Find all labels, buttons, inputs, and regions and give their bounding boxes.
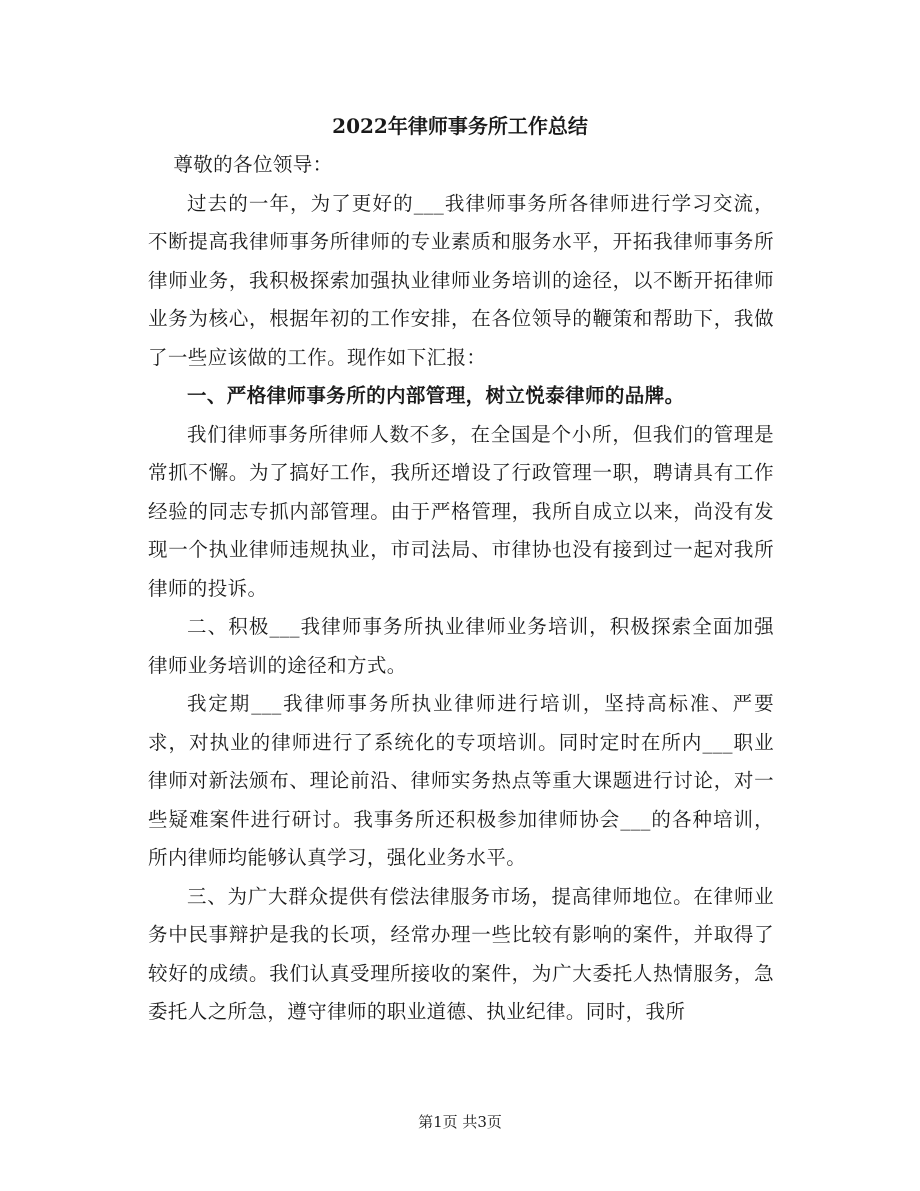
page-number: 第1页 共3页 [418,1113,502,1131]
paragraph-training: 我定期___我律师事务所执业律师进行培训，坚持高标准、严要求，对执业的律师进行了系统化的专项培训。同时定时在所内___职业律师对新法颁布、理论前沿、律师实务热点等重大课题进行讨论，对一些疑难案件进行研讨。我事务所还积极参加律师协会___的各种培训，所内律师均能够认真学习，强化业务水平。 [148,692,774,869]
document-body [148,146,774,1032]
document-title: 2022年律师事务所工作总结 [332,114,588,138]
paragraph-intro: 过去的一年，为了更好的___我律师事务所各律师进行学习交流，不断提高我律师事务所律师的专业素质和服务水平，开拓我律师事务所律师业务，我积极探索加强执业律师业务培训的途径，以不断开拓律师业务为核心，根据年初的工作安排，在各位领导的鞭策和帮助下，我做了一些应该做的工作。现作如下汇报： [148,191,774,369]
section-heading-2: 二、积极___我律师事务所执业律师业务培训，积极探索全面加强律师业务培训的途径和方式。 [148,615,774,677]
paragraph-management: 我们律师事务所律师人数不多，在全国是个小所，但我们的管理是常抓不懈。为了搞好工作，我所还增设了行政管理一职，聘请具有工作经验的同志专抓内部管理。由于严格管理，我所自成立以来，尚没有发现一个执业律师违规执业，市司法局、市律协也没有接到过一起对我所律师的投诉。 [148,422,774,600]
section-heading-3: 三、为广大群众提供有偿法律服务市场，提高律师地位。在律师业务中民事辩护是我的长项，经常办理一些比较有影响的案件，并取得了较好的成绩。我们认真受理所接收的案件，为广大委托人热情服务，急委托人之所急，遵守律师的职业道德、执业纪律。同时，我所 [148,884,774,1023]
salutation: 尊敬的各位领导： [173,153,333,176]
section-heading-1: 一、严格律师事务所的内部管理，树立悦泰律师的品牌。 [187,384,685,407]
